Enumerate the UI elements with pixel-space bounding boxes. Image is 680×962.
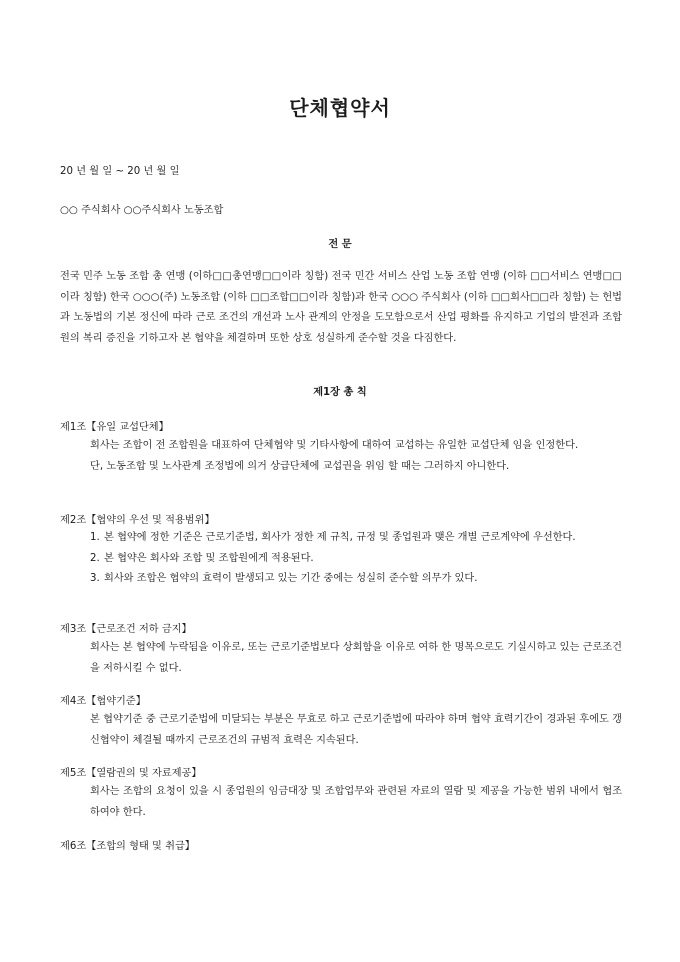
item-text: 회사와 조합은 협약의 효력이 발생되고 있는 기간 중에는 성실히 준수할 의무가 있다. — [104, 573, 478, 584]
article-3-title: 제3조【근로조건 저하 금지】 — [60, 624, 192, 635]
article-5-body — [90, 782, 622, 823]
article-2-list — [90, 528, 622, 590]
article-5-title: 제5조【열람권의 및 자료제공】 — [60, 768, 202, 779]
article-6-title: 제6조【조합의 형태 및 취급】 — [60, 841, 195, 852]
document-title: 단체협약서 — [289, 96, 391, 120]
preamble-text: 전국 민주 노동 조합 총 연맹 (이하□□총연맹□□이라 칭함) 전국 민간 서비스 산업 노동 조합 연맹 (이하 □□서비스 연맹□□이라 칭함) 한국 ○○○(주) 노동조합 (이하 □□조합□□이라 칭함)과 한국 ○○○ 주식회사 (이하 □□회사□□라 칭함) 는 헌법과 노동법의 기본 정신에 따라 근로 조건의 개선과 노사 관계의 안정을 도모함으로서 산업 평화를 유지하고 기업의 발전과 조합원의 복리 증진을 기하고자 본 협약을 체결하며 또한 상호 성실하게 준수할 것을 다짐한다. — [60, 271, 622, 344]
contract-parties: ○○ 주식회사 ○○주식회사 노동조합 — [60, 205, 224, 216]
item-number: 3. — [90, 573, 100, 584]
article-1-title: 제1조【유일 교섭단체】 — [60, 422, 169, 433]
preamble-heading: 전 문 — [328, 239, 352, 250]
item-text: 본 협약에 정한 기준은 근로기준법, 회사가 정한 제 규칙, 규정 및 종업원과 맺은 개별 근로계약에 우선한다. — [104, 532, 576, 543]
article-1-paragraph: 단, 노동조합 및 노사관계 조정법에 의거 상급단체에 교섭권을 위임 할 때는 그러하지 아니한다. — [90, 460, 510, 472]
article-1-body — [90, 436, 622, 477]
item-number: 1. — [90, 532, 100, 543]
article-1-paragraph: 회사는 조합이 전 조합원을 대표하여 단체협약 및 기타사항에 대하여 교섭하는 유일한 교섭단체 임을 인정한다. — [90, 440, 579, 451]
article-4-body — [90, 710, 622, 751]
article-4-paragraph: 본 협약기준 중 근로기준법에 미달되는 부분은 무효로 하고 근로기준법에 따라야 하며 협약 효력기간이 경과된 후에도 갱신협약이 체결될 때까지 근로조건의 규범적 효력은 지속된다. — [90, 714, 622, 746]
article-2-title: 제2조【협약의 우선 및 적용범위】 — [60, 515, 215, 526]
list-item — [90, 549, 622, 570]
item-number: 2. — [90, 552, 100, 564]
item-text: 본 협약은 회사와 조합 및 조합원에게 적용된다. — [104, 552, 314, 564]
list-item — [90, 528, 622, 549]
agreement-period: 20 년 월 일 ~ 20 년 월 일 — [60, 166, 180, 177]
article-3-paragraph: 회사는 본 협약에 누락됨을 이유로, 또는 근로기준법보다 상회함을 이유로 여하 한 명목으로도 기실시하고 있는 근로조건을 저하시킬 수 없다. — [90, 642, 622, 674]
article-5-paragraph: 회사는 조합의 요청이 있을 시 종업원의 임금대장 및 조합업무와 관련된 자료의 열람 및 제공을 가능한 범위 내에서 협조하여야 한다. — [90, 786, 622, 818]
list-item — [90, 569, 622, 590]
article-4-title: 제4조【협약기준】 — [60, 696, 146, 707]
article-3-body — [90, 638, 622, 679]
chapter-heading: 제1장 총 칙 — [313, 387, 367, 398]
